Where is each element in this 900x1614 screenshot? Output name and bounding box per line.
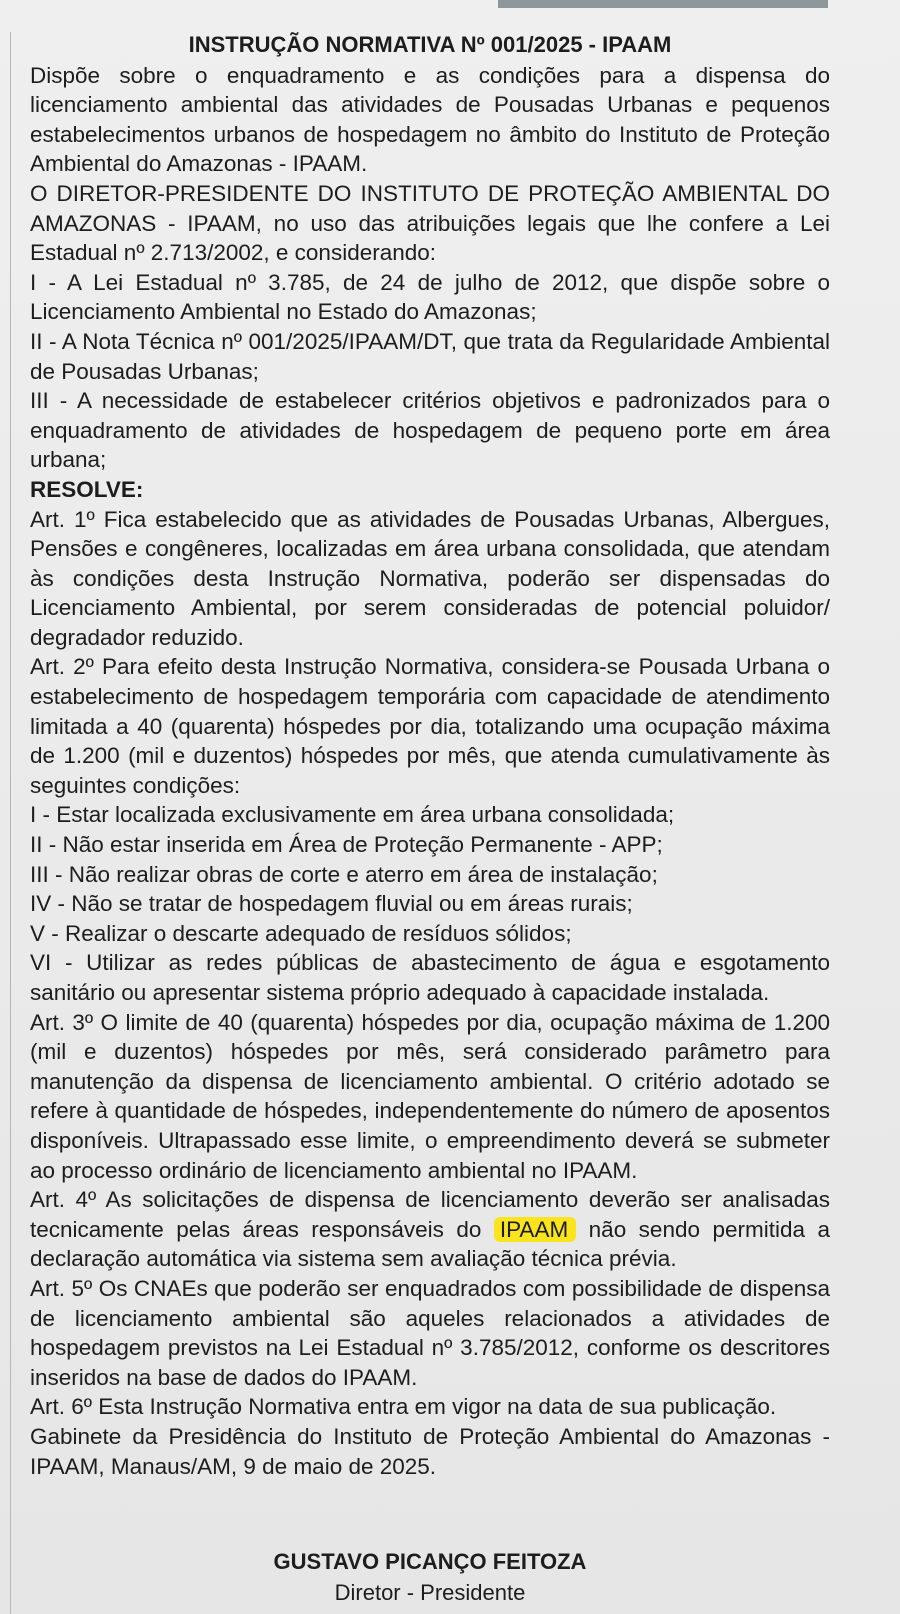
left-margin-rule — [10, 32, 11, 1614]
article-3: Art. 3º O limite de 40 (quarenta) hóspedes por dia, ocupação máxima de 1.200 (mil e duzentos) hóspedes por mês, será considerado parâmetro para manutenção da dispensa de licenciamento ambiental. O critério adotado se refere à quantidade de hóspedes, independentemente do número de aposentos disponíveis. Ultrapassado esse limite, o empreendimento deverá se submeter ao processo ordinário de licenciamento ambiental no IPAAM. — [30, 1009, 830, 1183]
signatory-role: Diretor - Presidente — [334, 1580, 526, 1605]
article-4-text-start: Art. 4º As solicitações de dispensa de licenciamento deverão ser analisadas tecnicamente pelas áreas responsáveis do — [30, 1187, 830, 1242]
article-5: Art. 5º Os CNAEs que poderão ser enquadrados com possibilidade de dispensa de licenciamento ambiental são aqueles relacionados a atividades de hospedagem previstos na Lei Estadual nº 3.785/2012, conforme os descritores inseridos na base de dados do IPAAM. — [30, 1275, 830, 1390]
closing-paragraph: Gabinete da Presidência do Instituto de Proteção Ambiental do Amazonas - IPAAM, Manaus/AM, 9 de maio de 2025. — [30, 1423, 830, 1479]
ementa-paragraph: Dispõe sobre o enquadramento e as condições para a dispensa do licenciamento ambiental das atividades de Pousadas Urbanas e pequenos estabelecimentos urbanos de hospedagem no âmbito do Instituto de Proteção Ambiental do Amazonas - IPAAM. — [30, 62, 830, 177]
considerando-item: III - A necessidade de estabelecer critérios objetivos e padronizados para o enquadramento de atividades de hospedagem de pequeno porte em área urbana; — [30, 388, 830, 473]
document-title: INSTRUÇÃO NORMATIVA Nº 001/2025 - IPAAM — [188, 32, 672, 57]
article-4-text-end: não sendo permitida a declaração automática via sistema sem avaliação técnica prévia. — [30, 1216, 830, 1272]
article-2-inciso: VI - Utilizar as redes públicas de abastecimento de água e esgotamento sanitário ou apresentar sistema próprio adequado à capacidade instalada. — [30, 950, 830, 1005]
resolve-heading: RESOLVE: — [30, 476, 144, 502]
document-body — [30, 30, 830, 1481]
article-2-inciso: I - Estar localizada exclusivamente em área urbana consolidada; — [30, 802, 675, 828]
article-2-inciso: IV - Não se tratar de hospedagem fluvial ou em áreas rurais; — [30, 891, 633, 917]
signatory-name: GUSTAVO PICANÇO FEITOZA — [273, 1549, 587, 1574]
article-2-inciso: II - Não estar inserida em Área de Proteção Permanente - APP; — [30, 832, 663, 858]
article-6: Art. 6º Esta Instrução Normativa entra em vigor na data de sua publicação. — [30, 1394, 777, 1420]
considerando-item: I - A Lei Estadual nº 3.785, de 24 de julho de 2012, que dispõe sobre o Licenciamento Ambiental no Estado do Amazonas; — [30, 269, 830, 325]
article-1: Art. 1º Fica estabelecido que as atividades de Pousadas Urbanas, Albergues, Pensões e congêneres, localizadas em área urbana consolidada, que atendam às condições desta Instrução Normativa, poderão ser dispensadas do Licenciamento Ambiental, por serem consideradas de potencial poluidor/ degradador reduzido. — [30, 506, 830, 650]
preamble-paragraph: O DIRETOR-PRESIDENTE DO INSTITUTO DE PROTEÇÃO AMBIENTAL DO AMAZONAS - IPAAM, no uso das atribuições legais que lhe confere a Lei Estadual nº 2.713/2002, e considerando: — [30, 180, 830, 266]
article-2: Art. 2º Para efeito desta Instrução Normativa, considera-se Pousada Urbana o estabelecimento de hospedagem temporária com capacidade de atendimento limitada a 40 (quarenta) hóspedes por dia, totalizando uma ocupação máxima de 1.200 (mil e duzentos) hóspedes por mês, que atenda cumulativamente às seguintes condições: — [30, 654, 830, 798]
top-divider-bar — [498, 0, 828, 8]
highlighted-text: IPAAM — [494, 1217, 576, 1242]
considerando-item: II - A Nota Técnica nº 001/2025/IPAAM/DT, que trata da Regularidade Ambiental de Pousadas Urbanas; — [30, 328, 830, 384]
article-4 — [30, 1185, 830, 1274]
article-2-inciso: III - Não realizar obras de corte e aterro em área de instalação; — [30, 861, 658, 887]
article-2-inciso: V - Realizar o descarte adequado de resíduos sólidos; — [30, 920, 572, 946]
